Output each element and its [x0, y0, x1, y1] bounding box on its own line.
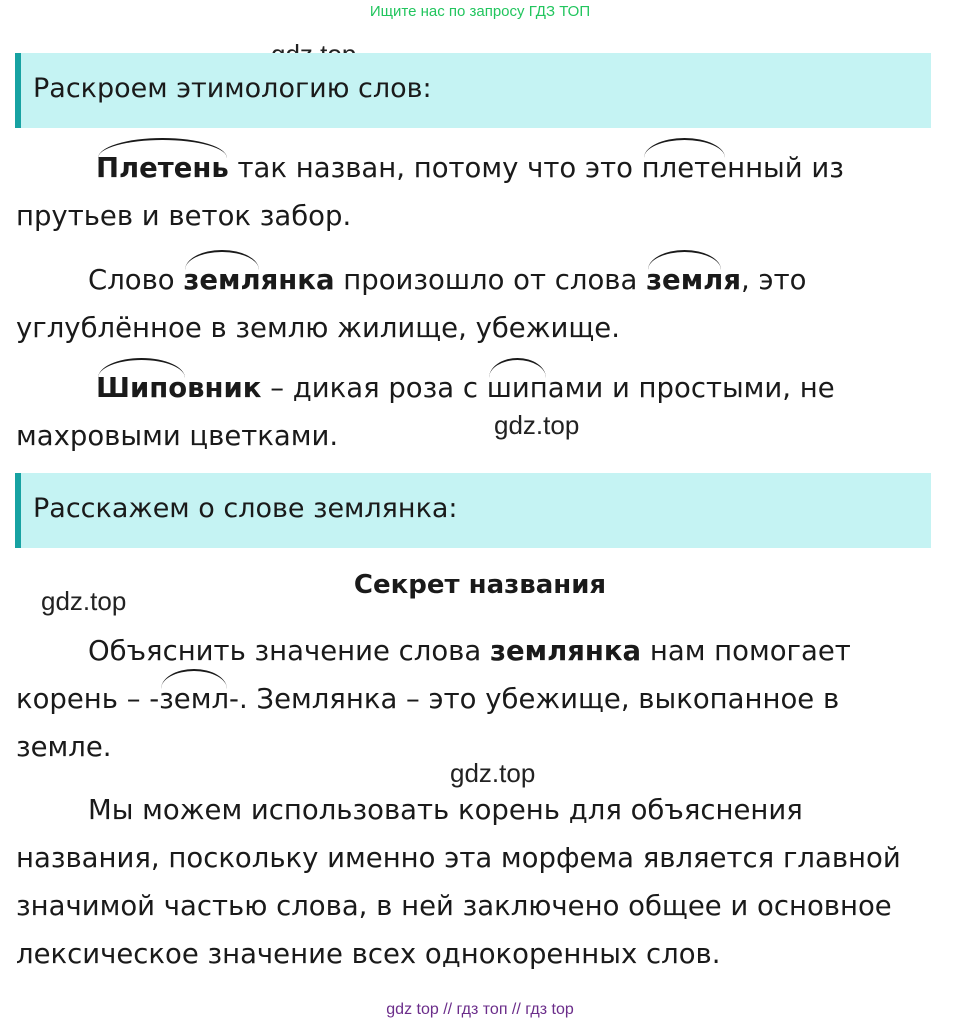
paragraph-zemlyanka: Слово землянка произошло от слова земля, это углублённое в землю жилище, убежище.: [16, 256, 946, 352]
root-plete: плете: [642, 144, 727, 192]
watermark: gdz.top: [41, 586, 127, 616]
root-zeml: земл: [183, 256, 260, 304]
root-zeml-2: земл: [646, 256, 723, 304]
footer-links: gdz top // гдз топ // гдз top: [386, 1001, 574, 1018]
subheading: Секрет названия: [353, 570, 607, 600]
top-banner: Ищите нас по запросу ГДЗ ТОП: [369, 3, 591, 20]
section-title: Раскроем этимологию слов:: [33, 73, 432, 104]
section-title: Расскажем о слове землянка:: [33, 493, 458, 524]
word-zemlyanka: землянка: [489, 635, 642, 667]
root-zeml-3: земл: [159, 675, 229, 723]
paragraph-secret: Объяснить значение слова землянка нам помогает корень – -земл-. Землянка – это убежище, выкопанное в земле.: [16, 635, 851, 763]
paragraph-shipovnik: Шиповник – дикая роза с шипами и простыми, не махровыми цветками.: [16, 364, 946, 460]
paragraph-pleten: Плетень так назван, потому что это плетенный из прутьев и веток забор.: [16, 144, 946, 240]
watermark: gdz.top: [450, 758, 536, 788]
section-title-band: [15, 473, 931, 548]
section-title-band: [15, 53, 931, 128]
watermark: gdz.top: [494, 410, 580, 440]
root-ship: шип: [487, 364, 548, 412]
paragraph-root-explanation: Мы можем использовать корень для объяснения названия, поскольку именно эта морфема является главной значимой частью слова, в ней заключено общее и основное лексическое значение всех однокоренных слов.: [16, 794, 901, 970]
word-pleten: Плетень: [96, 144, 229, 192]
root-shipo: Шипо: [96, 364, 187, 412]
